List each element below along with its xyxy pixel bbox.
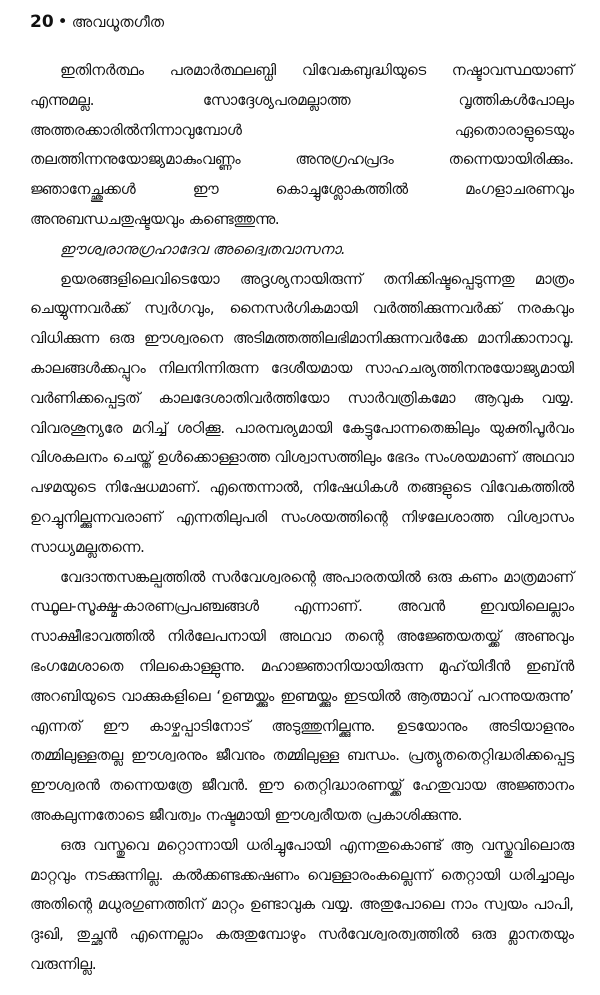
paragraph: വേദാന്തസങ്കല്പത്തിൽ സർവേശ്വരന്റെ അപാരതയിൽ ഒരു കണം മാത്രമാണ് സ്ഥൂല-സൂക്ഷ്മ-കാരണപ്രപഞ്ചങ്ങൾ എന്നാണ്. അവൻ ഇവയിലെല്ലാം സാക്ഷീഭാവത്തിൽ നിർലേപനായി അഥവാ തന്റെ അജ്ഞേയതയ്ക്ക് അണുവും ഭംഗമേശാതെ നിലകൊള്ളുന്നു. മഹാജ്ഞാനിയായിരുന്ന മുഹ്‌യിദീൻ ഇബ്ൻ അറബിയുടെ വാക്കുകളിലെ ‘ഉണ്മയ്ക്കും ഇണ്മയ്ക്കും ഇടയിൽ ആത്മാവ് പറന്നുയരുന്നു’ എന്നത് ഈ കാഴ്ചപ്പാടിനോട് അടുത്തുനില്ക്കുന്നു. ഉടയോനും അടിയാളനും തമ്മിലുള്ളതല്ല ഈശ്വരനും ജീവനും തമ്മിലുള്ള ബന്ധം. പ്രത്യുതതെറ്റിദ്ധരിക്കപ്പെട്ട ഈശ്വരൻ തന്നെയത്രേ ജീവൻ. ഈ തെറ്റിദ്ധാരണയ്ക്ക് ഹേതുവായ അജ്ഞാനം അകലുന്നതോടെ ജീവത്വം നഷ്ടമായി ഈശ്വരീയത പ്രകാശിക്കുന്നു. <box>30 568 574 824</box>
header-separator: • <box>57 12 68 32</box>
paragraph: ഇതിനർത്ഥം പരമാർത്ഥലബ്ധി വിവേകബുദ്ധിയുടെ നഷ്ടാവസ്ഥയാണ് എന്നുമല്ല. സോദ്ദേശ്യപരമല്ലാത്ത വൃത്തികൾപോലും അത്തരക്കാരിൽനിന്നാവുമ്പോൾ ഏതൊരാളുടെയും തലത്തിന്നനുയോജ്യമാകുംവണ്ണം അനുഗ്രഹപ്രദം തന്നെയായിരിക്കും. ജ്ഞാനേച്ഛുക്കൾ ഈ കൊച്ചുശ്ലോകത്തിൽ മംഗളാചരണവും അനുബന്ധചതുഷ്ടയവും കണ്ടെത്തുന്നു. <box>30 62 574 228</box>
verse-quote: ഈശ്വരാനുഗ്രഹാദേവ അദ്വൈതവാസനാ. <box>60 240 346 258</box>
running-header <box>30 10 574 36</box>
paragraph: ഉയരങ്ങളിലെവിടെയോ അദൃശ്യനായിരുന്ന് തനിക്കിഷ്ടപ്പെടുന്നതു മാത്രം ചെയ്യുന്നവർക്ക് സ്വർഗവും, നൈസർഗികമായി വർത്തിക്കുന്നവർക്ക് നരകവും വിധിക്കുന്ന ഒരു ഈശ്വരനെ അടിമത്തത്തിലഭിമാനിക്കുന്നവർക്കേ മാനിക്കാനാവൂ. കാലങ്ങൾക്കപ്പുറം നിലനിന്നിരുന്ന ദേശീയമായ സാഹചര്യത്തിനനുയോജ്യമായി വർണിക്കപ്പെട്ടത് കാലദേശാതിവർത്തിയോ സാർവത്രികമോ ആവുക വയ്യ. വിവരശൂന്യരേ മറിച്ച് ശഠിക്കൂ. പാരമ്പര്യമായി കേട്ടുപോന്നതെങ്കിലും യുക്തിപൂർവം വിശകലനം ചെയ്ത് ഉൾക്കൊള്ളാത്ത വിശ്വാസത്തിലും ഭേദം സംശയമാണ് അഥവാ പഴമയുടെ നിഷേധമാണ്. എന്തെന്നാൽ, നിഷേധികൾ തങ്ങളുടെ വിവേകത്തിൽ ഉറച്ചുനില്ക്കുന്നവരാണ് എന്നതിലുപരി സംശയത്തിന്റെ നിഴലേശാത്ത വിശ്വാസം സാധ്യമല്ലതന്നെ. <box>30 270 574 556</box>
book-title: അവധൂതഗീത <box>71 13 165 31</box>
paragraph: ഒരു വസ്തുവെ മറ്റൊന്നായി ധരിച്ചുപോയി എന്നതുകൊണ്ട് ആ വസ്തുവിലൊരു മാറ്റവും നടക്കുന്നില്ല. കൽക്കണ്ടക്കഷണം വെള്ളാരംകല്ലെന്ന് തെറ്റായി ധരിച്ചാലും അതിന്റെ മധുരഗുണത്തിന് മാറ്റം ഉണ്ടാവുക വയ്യ. അതുപോലെ നാം സ്വയം പാപി, ദുഃഖി, തുച്ഛൻ എന്നെല്ലാം കരുതുമ്പോഴും സർവേശ്വരത്വത്തിൽ ഒരു മ്ലാനതയും വരുന്നില്ല. <box>30 836 574 973</box>
body-text <box>30 56 574 980</box>
page-number: 20 <box>30 12 54 32</box>
